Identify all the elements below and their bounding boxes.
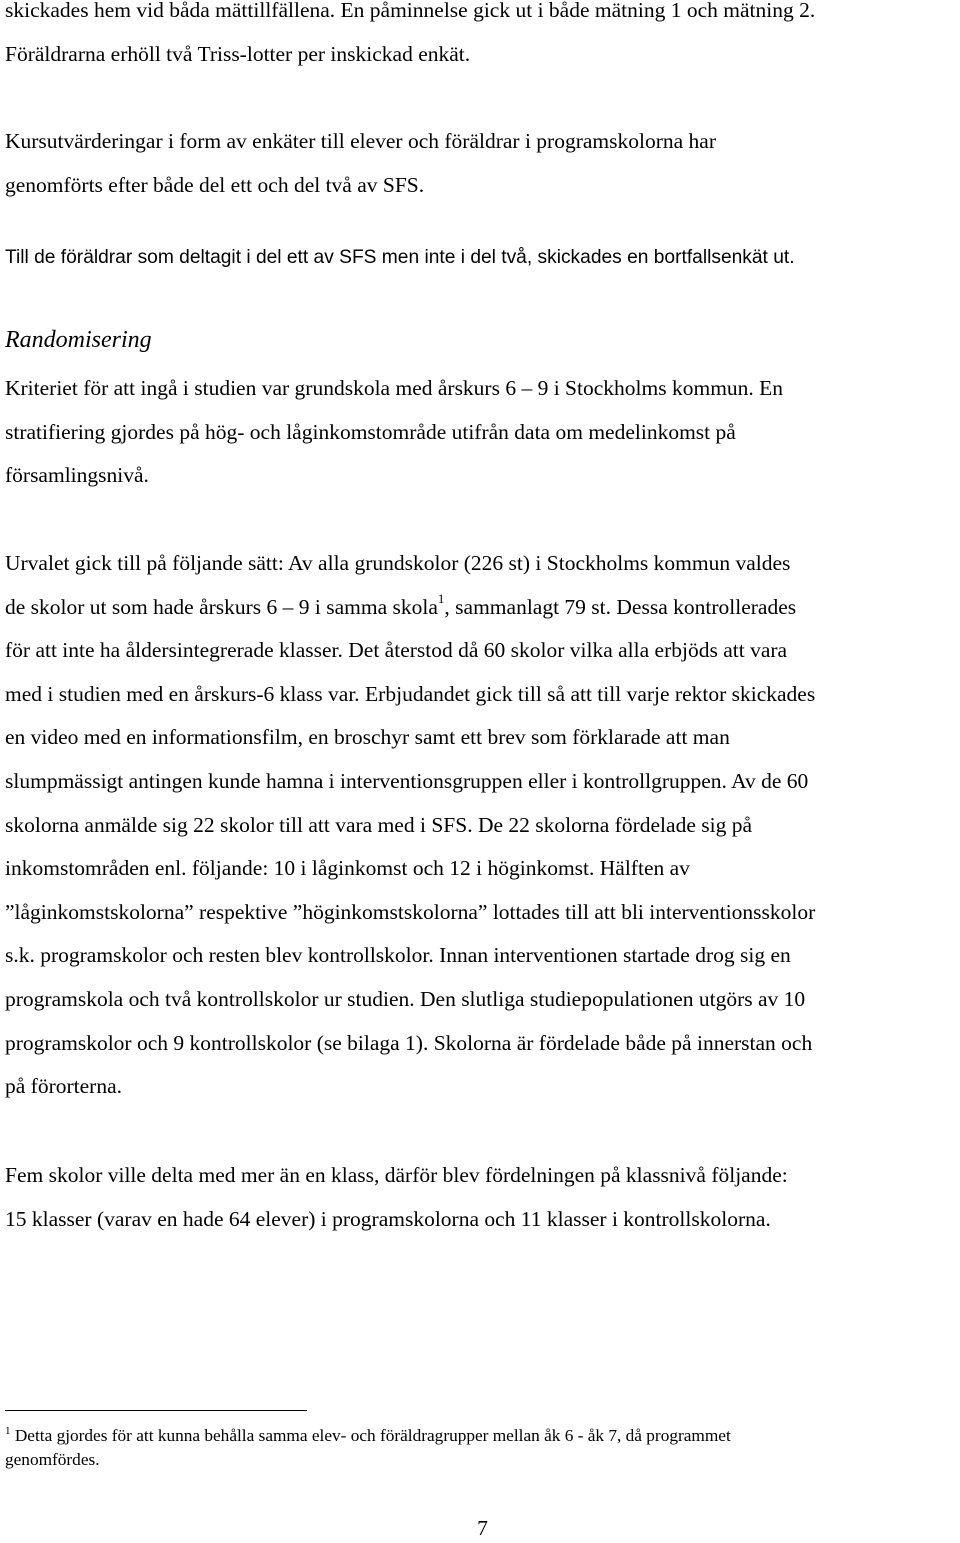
text-line: Urvalet gick till på följande sätt: Av alla grundskolor (226 st) i Stockholms kommun valdes <box>5 551 791 575</box>
text-fragment: Detta gjordes för att kunna behålla samma elev- och föräldragrupper mellan åk 6 - åk 7, då programmet <box>10 1426 731 1445</box>
text-line: skolorna anmälde sig 22 skolor till att vara med i SFS. De 22 skolorna fördelade sig på <box>5 812 752 837</box>
text-line <box>5 586 815 630</box>
paragraph-class-distribution <box>5 1154 788 1241</box>
footnote <box>5 1424 731 1472</box>
text-line: församlingsnivå. <box>5 463 149 488</box>
footnote-marker: 1 <box>5 1425 11 1438</box>
text-line: en video med en informationsfilm, en broschyr samt ett brev som förklarade att man <box>5 725 730 750</box>
footnote-separator <box>5 1410 307 1411</box>
text-line: ”låginkomstskolorna” respektive ”höginkomstskolorna” lottades till att bli interventionsskolor <box>5 899 816 924</box>
text-fragment: de skolor ut som hade årskurs 6 – 9 i samma skola <box>5 594 438 619</box>
text-line <box>5 1424 731 1448</box>
page-number: 7 <box>477 1516 488 1540</box>
text-line: skickades hem vid båda mättillfällena. En påminnelse gick ut i både mätning 1 och mätning 2. <box>5 0 816 22</box>
text-line: Fem skolor ville delta med mer än en klass, därför blev fördelningen på klassnivå följande: <box>5 1163 788 1187</box>
text-line: slumpmässigt antingen kunde hamna i interventionsgruppen eller i kontrollgruppen. Av de 60 <box>5 768 809 793</box>
text-line: på förorterna. <box>5 1074 122 1099</box>
paragraph-criteria <box>5 367 783 498</box>
text-line: 15 klasser (varav en hade 64 elever) i programskolorna och 11 klasser i kontrollskolorna. <box>5 1206 771 1231</box>
text-line: programskola och två kontrollskolor ur studien. Den slutliga studiepopulationen utgörs av 10 <box>5 986 806 1011</box>
text-line: genomförts efter både del ett och del två av SFS. <box>5 172 425 197</box>
text-line: Till de föräldrar som deltagit i del ett av SFS men inte i del två, skickades en bortfallsenkät ut. <box>5 247 795 268</box>
paragraph-course-evaluation <box>5 120 716 207</box>
document-page <box>5 0 960 1543</box>
text-line: stratifiering gjordes på hög- och låginkomstområde utifrån data om medelinkomst på <box>5 419 736 444</box>
footnote-reference: 1 <box>437 591 445 607</box>
paragraph-dropout-survey <box>5 236 795 280</box>
text-line: inkomstområden enl. följande: 10 i låginkomst och 12 i höginkomst. Hälften av <box>5 856 690 881</box>
text-line: Föräldrarna erhöll två Triss-lotter per inskickad enkät. <box>5 41 471 66</box>
paragraph-distribution <box>5 0 815 76</box>
text-line: genomfördes. <box>5 1450 100 1469</box>
text-fragment: , sammanlagt 79 st. Dessa kontrollerades <box>444 594 797 619</box>
text-line: för att inte ha åldersintegrerade klasser. Det återstod då 60 skolor vilka alla erbjöds att vara <box>5 638 788 663</box>
section-heading: Randomisering <box>5 327 152 353</box>
paragraph-sampling <box>5 542 815 1109</box>
text-line: med i studien med en årskurs-6 klass var. Erbjudandet gick till så att till varje rektor skickades <box>5 681 816 706</box>
text-line: Kursutvärderingar i form av enkäter till elever och föräldrar i programskolorna har <box>5 129 717 153</box>
text-line: Kriteriet för att ingå i studien var grundskola med årskurs 6 – 9 i Stockholms kommun. En <box>5 376 784 400</box>
text-line: programskolor och 9 kontrollskolor (se bilaga 1). Skolorna är fördelade både på innerstan och <box>5 1030 813 1055</box>
text-line: s.k. programskolor och resten blev kontrollskolor. Innan interventionen startade drog sig en <box>5 943 791 968</box>
